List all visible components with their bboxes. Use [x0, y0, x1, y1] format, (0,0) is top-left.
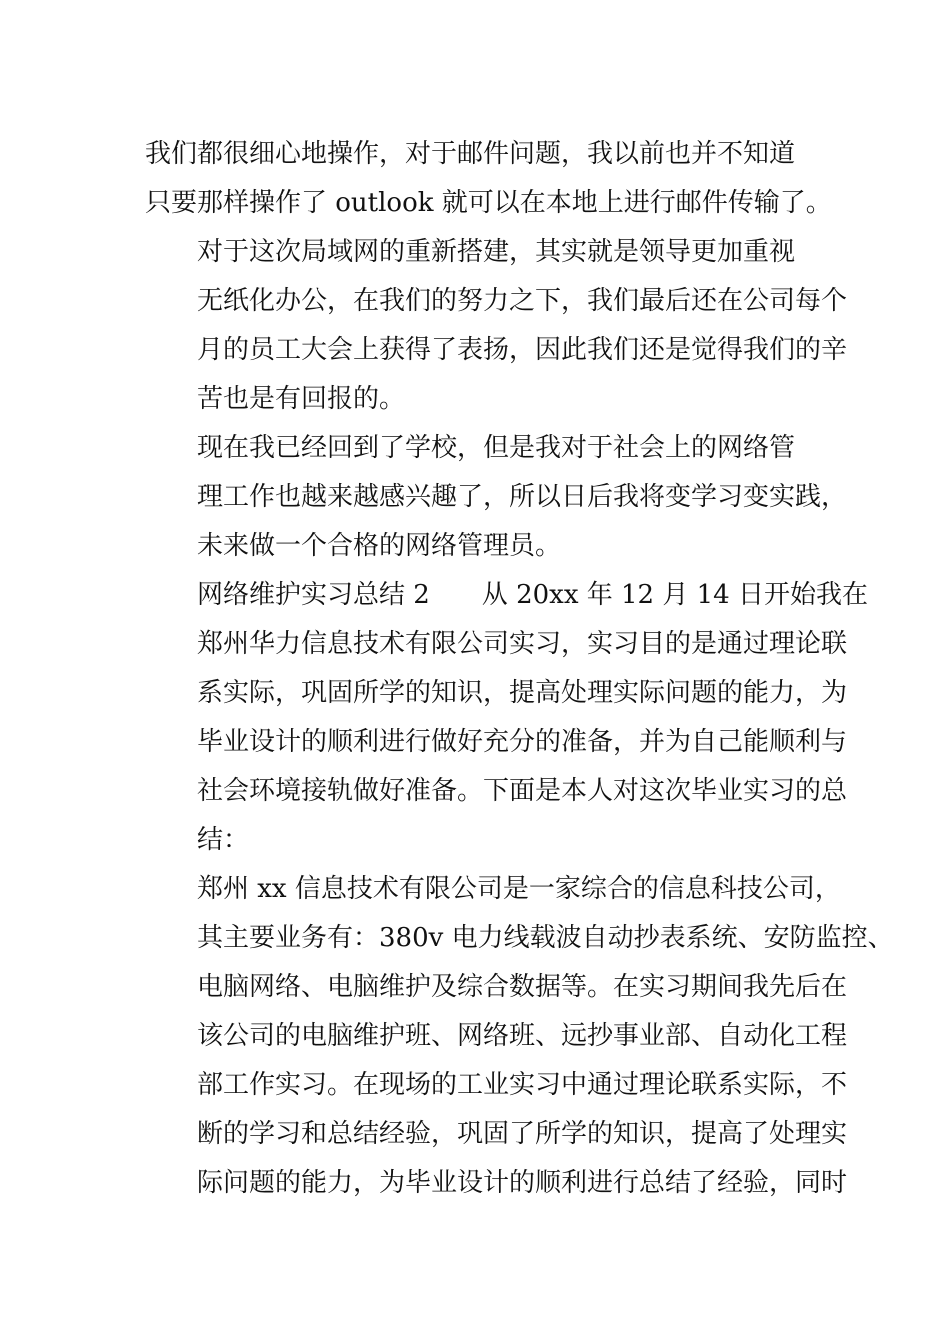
- text-line: 郑州华力信息技术有限公司实习，实习目的是通过理论联: [197, 629, 848, 659]
- paragraph-4: [145, 571, 868, 865]
- text-line: 未来做一个合格的网络管理员。: [197, 531, 562, 561]
- document-page: [145, 130, 894, 1208]
- text-line: 理工作也越来越感兴趣了，所以日后我将变学习变实践，: [197, 482, 848, 512]
- text-line: 月的员工大会上获得了表扬，因此我们还是觉得我们的辛: [197, 335, 848, 365]
- text-line: 际问题的能力，为毕业设计的顺利进行总结了经验，同时: [197, 1168, 848, 1198]
- text-line: 毕业设计的顺利进行做好充分的准备，并为自己能顺利与: [197, 727, 848, 757]
- text-line: 无纸化办公，在我们的努力之下，我们最后还在公司每个: [197, 286, 848, 316]
- text-line: 系实际，巩固所学的知识，提高处理实际问题的能力，为: [197, 678, 848, 708]
- paragraph-3: [145, 424, 848, 571]
- text-line: 结：: [197, 825, 250, 855]
- text-line: 我们都很细心地操作，对于邮件问题，我以前也并不知道: [145, 139, 796, 169]
- text-line: 网络维护实习总结 2 从 20xx 年 12 月 14 日开始我在: [197, 580, 868, 610]
- text-line: 社会环境接轨做好准备。下面是本人对这次毕业实习的总: [197, 776, 848, 806]
- text-line: 部工作实习。在现场的工业实习中通过理论联系实际，不: [197, 1070, 848, 1100]
- text-line: 只要那样操作了 outlook 就可以在本地上进行邮件传输了。: [145, 188, 832, 218]
- text-line: 对于这次局域网的重新搭建，其实就是领导更加重视: [197, 237, 796, 267]
- paragraph-5: [145, 865, 894, 1208]
- text-line: 郑州 xx 信息技术有限公司是一家综合的信息科技公司，: [197, 874, 841, 904]
- text-line: 其主要业务有：380v 电力线载波自动抄表系统、安防监控、: [197, 923, 894, 953]
- paragraph-1: [145, 130, 832, 228]
- text-line: 苦也是有回报的。: [197, 384, 406, 414]
- text-line: 现在我已经回到了学校，但是我对于社会上的网络管: [197, 433, 796, 463]
- text-line: 断的学习和总结经验，巩固了所学的知识，提高了处理实: [197, 1119, 848, 1149]
- paragraph-2: [145, 228, 848, 424]
- text-line: 该公司的电脑维护班、网络班、远抄事业部、自动化工程: [197, 1021, 848, 1051]
- text-line: 电脑网络、电脑维护及综合数据等。在实习期间我先后在: [197, 972, 848, 1002]
